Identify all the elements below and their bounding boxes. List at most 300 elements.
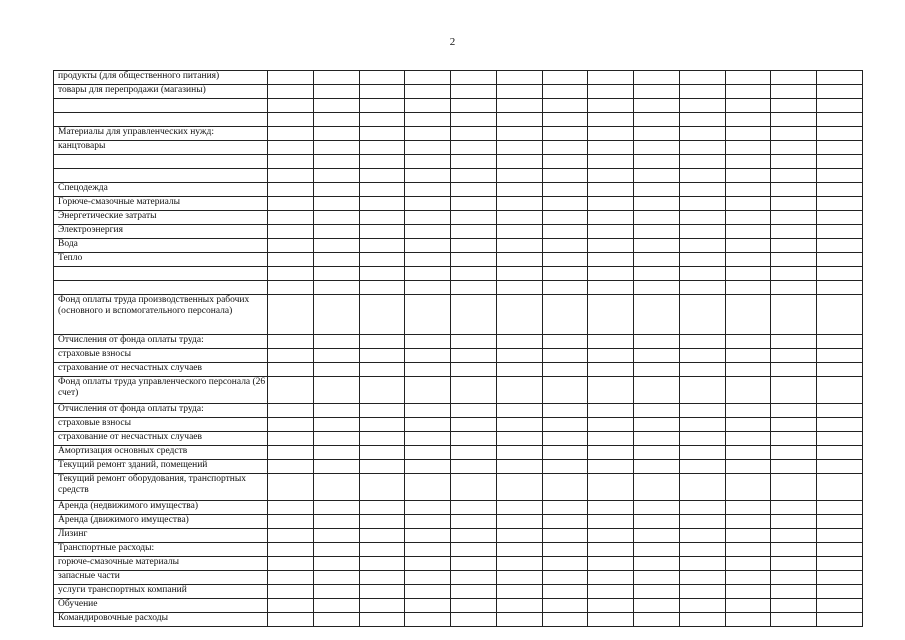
value-cell xyxy=(588,267,634,281)
value-cell xyxy=(771,599,817,613)
value-cell xyxy=(634,253,680,267)
table-row xyxy=(54,85,863,99)
value-cell xyxy=(679,446,725,460)
value-cell xyxy=(451,169,497,183)
value-cell xyxy=(313,377,359,404)
value-cell xyxy=(817,239,863,253)
value-cell xyxy=(725,281,771,295)
value-cell xyxy=(679,377,725,404)
value-cell xyxy=(313,183,359,197)
row-label xyxy=(54,169,268,183)
value-cell xyxy=(496,515,542,529)
value-cell xyxy=(679,432,725,446)
value-cell xyxy=(268,613,314,627)
value-cell xyxy=(542,183,588,197)
table-row xyxy=(54,99,863,113)
value-cell xyxy=(817,113,863,127)
value-cell xyxy=(268,529,314,543)
table-row xyxy=(54,141,863,155)
row-label: Лизинг xyxy=(54,529,268,543)
value-cell xyxy=(588,225,634,239)
value-cell xyxy=(725,613,771,627)
value-cell xyxy=(268,349,314,363)
value-cell xyxy=(771,613,817,627)
value-cell xyxy=(588,113,634,127)
value-cell xyxy=(359,460,405,474)
value-cell xyxy=(496,211,542,225)
value-cell xyxy=(725,432,771,446)
table-row xyxy=(54,377,863,404)
value-cell xyxy=(679,543,725,557)
value-cell xyxy=(634,501,680,515)
value-cell xyxy=(451,281,497,295)
value-cell xyxy=(496,613,542,627)
value-cell xyxy=(817,335,863,349)
value-cell xyxy=(634,599,680,613)
value-cell xyxy=(634,141,680,155)
value-cell xyxy=(679,113,725,127)
value-cell xyxy=(359,71,405,85)
value-cell xyxy=(451,515,497,529)
value-cell xyxy=(405,253,451,267)
value-cell xyxy=(451,253,497,267)
value-cell xyxy=(725,571,771,585)
value-cell xyxy=(359,543,405,557)
value-cell xyxy=(405,141,451,155)
value-cell xyxy=(679,141,725,155)
value-cell xyxy=(588,85,634,99)
value-cell xyxy=(771,295,817,335)
value-cell xyxy=(542,446,588,460)
value-cell xyxy=(725,253,771,267)
value-cell xyxy=(313,141,359,155)
value-cell xyxy=(817,85,863,99)
value-cell xyxy=(817,197,863,211)
value-cell xyxy=(268,295,314,335)
value-cell xyxy=(359,599,405,613)
value-cell xyxy=(771,197,817,211)
value-cell xyxy=(542,515,588,529)
value-cell xyxy=(496,239,542,253)
value-cell xyxy=(634,571,680,585)
value-cell xyxy=(268,585,314,599)
value-cell xyxy=(313,113,359,127)
value-cell xyxy=(679,183,725,197)
value-cell xyxy=(313,267,359,281)
value-cell xyxy=(679,349,725,363)
value-cell xyxy=(588,295,634,335)
value-cell xyxy=(588,155,634,169)
value-cell xyxy=(405,169,451,183)
row-label: Отчисления от фонда оплаты труда: xyxy=(54,404,268,418)
value-cell xyxy=(496,377,542,404)
value-cell xyxy=(542,460,588,474)
value-cell xyxy=(313,363,359,377)
value-cell xyxy=(634,169,680,183)
value-cell xyxy=(496,197,542,211)
value-cell xyxy=(817,460,863,474)
value-cell xyxy=(359,335,405,349)
row-label: Горюче-смазочные материалы xyxy=(54,197,268,211)
value-cell xyxy=(634,460,680,474)
value-cell xyxy=(634,281,680,295)
value-cell xyxy=(451,99,497,113)
value-cell xyxy=(268,571,314,585)
value-cell xyxy=(634,585,680,599)
value-cell xyxy=(679,253,725,267)
value-cell xyxy=(496,432,542,446)
value-cell xyxy=(451,113,497,127)
value-cell xyxy=(313,599,359,613)
value-cell xyxy=(359,141,405,155)
value-cell xyxy=(268,418,314,432)
value-cell xyxy=(359,557,405,571)
value-cell xyxy=(679,225,725,239)
value-cell xyxy=(405,418,451,432)
value-cell xyxy=(771,211,817,225)
value-cell xyxy=(451,446,497,460)
value-cell xyxy=(405,599,451,613)
table-row xyxy=(54,267,863,281)
value-cell xyxy=(359,474,405,501)
row-label: Энергетические затраты xyxy=(54,211,268,225)
value-cell xyxy=(588,418,634,432)
value-cell xyxy=(359,404,405,418)
value-cell xyxy=(679,515,725,529)
value-cell xyxy=(496,267,542,281)
value-cell xyxy=(451,543,497,557)
value-cell xyxy=(496,71,542,85)
value-cell xyxy=(359,501,405,515)
value-cell xyxy=(725,377,771,404)
table-row xyxy=(54,543,863,557)
value-cell xyxy=(268,267,314,281)
value-cell xyxy=(451,571,497,585)
value-cell xyxy=(588,585,634,599)
value-cell xyxy=(817,155,863,169)
value-cell xyxy=(634,349,680,363)
value-cell xyxy=(496,127,542,141)
value-cell xyxy=(496,253,542,267)
value-cell xyxy=(359,211,405,225)
value-cell xyxy=(771,404,817,418)
value-cell xyxy=(817,543,863,557)
value-cell xyxy=(542,267,588,281)
table-row xyxy=(54,404,863,418)
value-cell xyxy=(451,501,497,515)
value-cell xyxy=(771,377,817,404)
table-row xyxy=(54,515,863,529)
value-cell xyxy=(588,363,634,377)
row-label: Командировочные расходы xyxy=(54,613,268,627)
value-cell xyxy=(725,113,771,127)
value-cell xyxy=(725,295,771,335)
row-label: Текущий ремонт оборудования, транспортных средств xyxy=(54,474,268,501)
value-cell xyxy=(405,335,451,349)
value-cell xyxy=(405,239,451,253)
table-row xyxy=(54,253,863,267)
value-cell xyxy=(359,127,405,141)
value-cell xyxy=(679,529,725,543)
value-cell xyxy=(451,295,497,335)
value-cell xyxy=(771,71,817,85)
value-cell xyxy=(359,349,405,363)
value-cell xyxy=(313,335,359,349)
value-cell xyxy=(496,571,542,585)
value-cell xyxy=(771,418,817,432)
value-cell xyxy=(359,225,405,239)
table-row xyxy=(54,335,863,349)
value-cell xyxy=(268,99,314,113)
value-cell xyxy=(725,418,771,432)
value-cell xyxy=(313,211,359,225)
value-cell xyxy=(542,349,588,363)
value-cell xyxy=(451,474,497,501)
value-cell xyxy=(542,85,588,99)
value-cell xyxy=(359,169,405,183)
value-cell xyxy=(451,267,497,281)
value-cell xyxy=(359,85,405,99)
value-cell xyxy=(268,543,314,557)
value-cell xyxy=(771,141,817,155)
value-cell xyxy=(313,404,359,418)
value-cell xyxy=(268,335,314,349)
value-cell xyxy=(359,418,405,432)
value-cell xyxy=(405,363,451,377)
value-cell xyxy=(817,557,863,571)
value-cell xyxy=(771,529,817,543)
value-cell xyxy=(542,404,588,418)
value-cell xyxy=(405,543,451,557)
value-cell xyxy=(725,197,771,211)
value-cell xyxy=(679,155,725,169)
table-row xyxy=(54,571,863,585)
value-cell xyxy=(496,281,542,295)
value-cell xyxy=(817,349,863,363)
value-cell xyxy=(268,211,314,225)
value-cell xyxy=(817,295,863,335)
value-cell xyxy=(771,363,817,377)
value-cell xyxy=(679,363,725,377)
value-cell xyxy=(451,377,497,404)
value-cell xyxy=(634,432,680,446)
value-cell xyxy=(451,155,497,169)
value-cell xyxy=(359,113,405,127)
value-cell xyxy=(496,460,542,474)
value-cell xyxy=(817,267,863,281)
row-label: запасные части xyxy=(54,571,268,585)
value-cell xyxy=(634,377,680,404)
row-label: Отчисления от фонда оплаты труда: xyxy=(54,335,268,349)
value-cell xyxy=(496,295,542,335)
value-cell xyxy=(313,197,359,211)
value-cell xyxy=(679,295,725,335)
value-cell xyxy=(771,571,817,585)
value-cell xyxy=(679,404,725,418)
value-cell xyxy=(771,557,817,571)
value-cell xyxy=(405,127,451,141)
value-cell xyxy=(405,211,451,225)
table-row xyxy=(54,501,863,515)
value-cell xyxy=(313,225,359,239)
value-cell xyxy=(542,141,588,155)
value-cell xyxy=(496,529,542,543)
value-cell xyxy=(451,183,497,197)
value-cell xyxy=(725,127,771,141)
value-cell xyxy=(451,585,497,599)
value-cell xyxy=(725,141,771,155)
value-cell xyxy=(817,571,863,585)
value-cell xyxy=(679,474,725,501)
value-cell xyxy=(405,267,451,281)
value-cell xyxy=(451,127,497,141)
value-cell xyxy=(542,127,588,141)
row-label: Аренда (движимого имущества) xyxy=(54,515,268,529)
value-cell xyxy=(405,71,451,85)
value-cell xyxy=(496,113,542,127)
value-cell xyxy=(268,85,314,99)
table-row xyxy=(54,446,863,460)
table-row xyxy=(54,169,863,183)
value-cell xyxy=(771,225,817,239)
row-label xyxy=(54,281,268,295)
value-cell xyxy=(268,460,314,474)
value-cell xyxy=(313,253,359,267)
value-cell xyxy=(771,543,817,557)
value-cell xyxy=(817,363,863,377)
value-cell xyxy=(679,501,725,515)
value-cell xyxy=(496,501,542,515)
value-cell xyxy=(679,585,725,599)
value-cell xyxy=(679,85,725,99)
value-cell xyxy=(542,211,588,225)
table-row xyxy=(54,113,863,127)
value-cell xyxy=(771,183,817,197)
value-cell xyxy=(634,71,680,85)
value-cell xyxy=(588,529,634,543)
value-cell xyxy=(451,239,497,253)
row-label xyxy=(54,155,268,169)
value-cell xyxy=(679,71,725,85)
row-label: Текущий ремонт зданий, помещений xyxy=(54,460,268,474)
value-cell xyxy=(817,474,863,501)
value-cell xyxy=(771,239,817,253)
value-cell xyxy=(359,295,405,335)
value-cell xyxy=(771,169,817,183)
value-cell xyxy=(817,211,863,225)
value-cell xyxy=(771,85,817,99)
value-cell xyxy=(496,169,542,183)
value-cell xyxy=(496,543,542,557)
value-cell xyxy=(588,253,634,267)
row-label: товары для перепродажи (магазины) xyxy=(54,85,268,99)
value-cell xyxy=(725,557,771,571)
value-cell xyxy=(725,543,771,557)
value-cell xyxy=(542,253,588,267)
table-row xyxy=(54,474,863,501)
value-cell xyxy=(588,127,634,141)
value-cell xyxy=(496,99,542,113)
row-label: Амортизация основных средств xyxy=(54,446,268,460)
value-cell xyxy=(679,267,725,281)
value-cell xyxy=(588,613,634,627)
value-cell xyxy=(268,239,314,253)
value-cell xyxy=(451,349,497,363)
value-cell xyxy=(771,446,817,460)
value-cell xyxy=(817,515,863,529)
value-cell xyxy=(588,183,634,197)
value-cell xyxy=(359,529,405,543)
value-cell xyxy=(313,432,359,446)
value-cell xyxy=(451,418,497,432)
value-cell xyxy=(359,239,405,253)
row-label: Обучение xyxy=(54,599,268,613)
value-cell xyxy=(817,377,863,404)
value-cell xyxy=(634,267,680,281)
value-cell xyxy=(634,239,680,253)
value-cell xyxy=(725,183,771,197)
row-label: Тепло xyxy=(54,253,268,267)
value-cell xyxy=(496,363,542,377)
value-cell xyxy=(725,460,771,474)
table-row xyxy=(54,363,863,377)
value-cell xyxy=(725,225,771,239)
value-cell xyxy=(359,253,405,267)
value-cell xyxy=(679,418,725,432)
value-cell xyxy=(496,141,542,155)
value-cell xyxy=(542,363,588,377)
row-label: Фонд оплаты труда производственных рабочих (основного и вспомогательного персонала) xyxy=(54,295,268,335)
row-label: услуги транспортных компаний xyxy=(54,585,268,599)
value-cell xyxy=(725,335,771,349)
value-cell xyxy=(405,529,451,543)
value-cell xyxy=(542,501,588,515)
value-cell xyxy=(359,377,405,404)
value-cell xyxy=(268,197,314,211)
value-cell xyxy=(542,571,588,585)
row-label: Транспортные расходы: xyxy=(54,543,268,557)
value-cell xyxy=(542,239,588,253)
value-cell xyxy=(542,295,588,335)
value-cell xyxy=(725,169,771,183)
table-row xyxy=(54,432,863,446)
value-cell xyxy=(451,141,497,155)
value-cell xyxy=(588,515,634,529)
value-cell xyxy=(268,169,314,183)
value-cell xyxy=(679,197,725,211)
value-cell xyxy=(405,113,451,127)
row-label: Материалы для управленческих нужд: xyxy=(54,127,268,141)
value-cell xyxy=(542,585,588,599)
value-cell xyxy=(588,474,634,501)
value-cell xyxy=(679,613,725,627)
value-cell xyxy=(588,557,634,571)
value-cell xyxy=(817,418,863,432)
value-cell xyxy=(588,599,634,613)
value-cell xyxy=(817,446,863,460)
value-cell xyxy=(771,585,817,599)
value-cell xyxy=(313,127,359,141)
value-cell xyxy=(405,99,451,113)
value-cell xyxy=(268,253,314,267)
value-cell xyxy=(634,99,680,113)
value-cell xyxy=(725,349,771,363)
value-cell xyxy=(542,418,588,432)
value-cell xyxy=(313,515,359,529)
value-cell xyxy=(451,432,497,446)
value-cell xyxy=(588,571,634,585)
row-label xyxy=(54,267,268,281)
